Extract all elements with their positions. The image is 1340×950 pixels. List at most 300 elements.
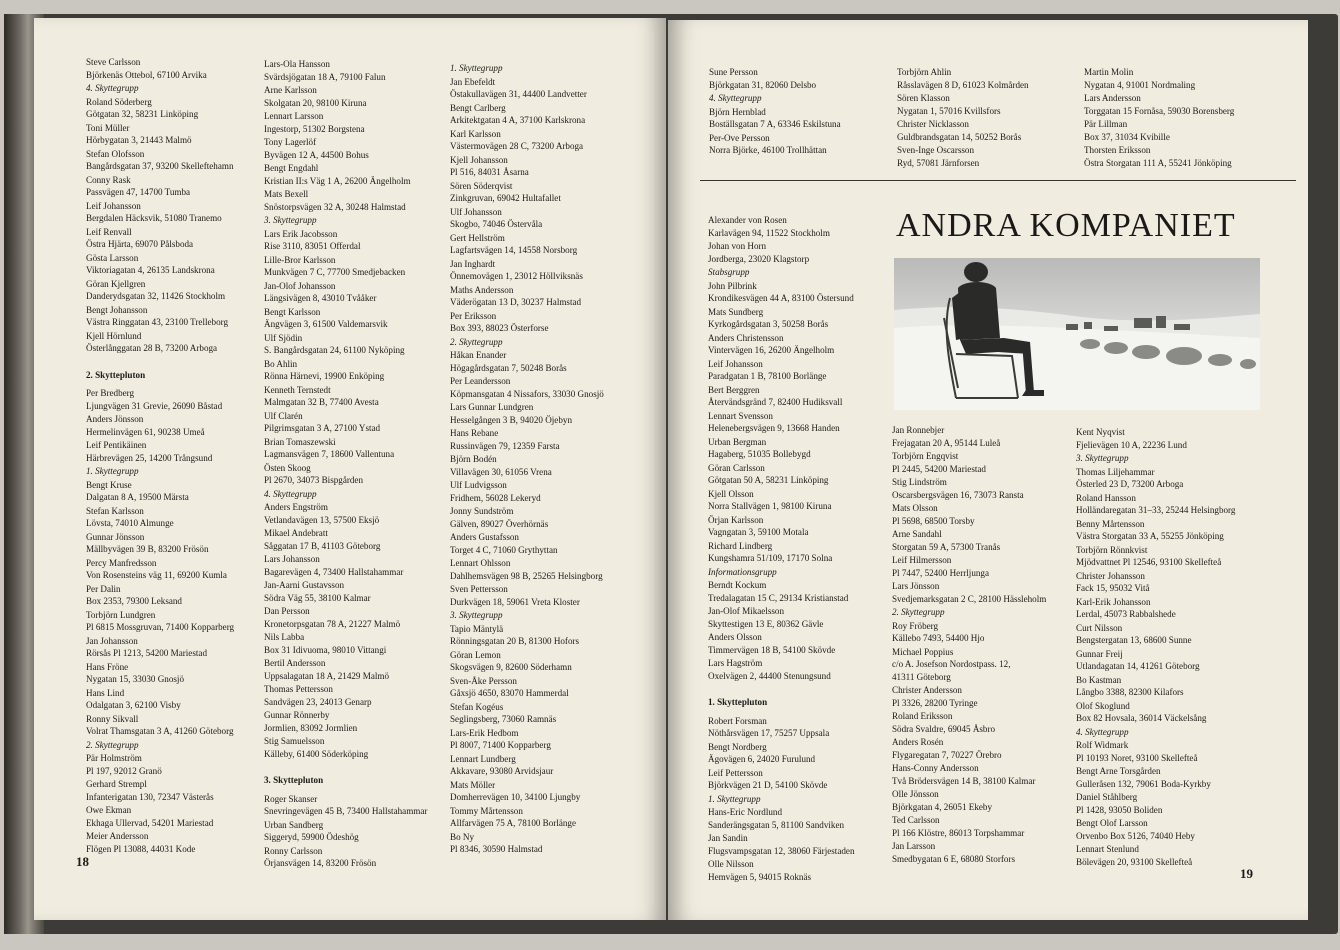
member-name: Arne Karlsson — [264, 85, 317, 95]
member-name: Nils Labba — [264, 632, 305, 642]
member-name: Karl Karlsson — [450, 128, 501, 139]
member-name: Percy Manfredsson — [86, 557, 157, 568]
member-name: Jan-Olof Johansson — [264, 280, 336, 291]
right-page — [668, 20, 1308, 920]
member-name: Bo Ny — [450, 831, 474, 842]
member-address: Sandvägen 23, 24013 Genarp — [264, 696, 372, 707]
roster-entry — [86, 304, 234, 329]
member-name: Maths Andersson — [450, 284, 514, 295]
member-address: Bangårdsgatan 37, 93200 Skelleftehamn — [86, 161, 234, 171]
squad-heading: 3. Skyttegrupp — [450, 610, 503, 620]
section-heading: ANDRA KOMPANIET — [896, 207, 1236, 244]
member-name: Leif Pentikäinen — [86, 440, 147, 450]
roster-entry — [86, 804, 234, 829]
member-address: Hagaberg, 51035 Bollebygd — [708, 449, 811, 459]
roster-entry — [892, 736, 1046, 761]
roster-entry — [450, 649, 604, 674]
roster-entry — [450, 557, 604, 582]
roster-entry — [450, 831, 604, 856]
member-name: Gert Hellström — [450, 232, 505, 243]
member-address: Pl 10193 Noret, 93100 Skellefteå — [1076, 752, 1198, 763]
member-address: Rönna Härnevi, 19900 Enköping — [264, 371, 385, 381]
member-address: Västra Ringgatan 43, 23100 Trelleborg — [86, 317, 229, 327]
member-address: c/o A. Josefson Nordostpass. 12, — [892, 659, 1011, 669]
member-name: Roger Skanser — [264, 793, 318, 804]
member-address: Utlandagatan 14, 41261 Göteborg — [1076, 661, 1200, 671]
member-address: Infanterigatan 130, 72347 Västerås — [86, 791, 214, 802]
member-name: Bengt Johansson — [86, 304, 148, 315]
member-name: Ulf Sjödin — [264, 332, 303, 343]
roster-entry — [86, 505, 234, 530]
roster-entry — [1076, 544, 1235, 569]
member-name: Lars-Ola Hansson — [264, 59, 330, 69]
roster-entry — [450, 284, 604, 309]
roster-entry — [897, 92, 1029, 117]
member-name: Stig Lindström — [892, 477, 947, 487]
member-name: Toni Müller — [86, 122, 130, 133]
roster-entry — [708, 462, 855, 487]
roster-entry — [709, 66, 841, 91]
member-address: Frejagatan 20 A, 95144 Luleå — [892, 437, 1001, 448]
squad-heading: 2. Skyttegrupp — [86, 739, 139, 750]
member-name: Per Eriksson — [450, 310, 497, 321]
roster-entry — [264, 280, 427, 305]
member-address-line2: 41311 Göteborg — [892, 671, 951, 682]
roster-entry — [892, 762, 1046, 787]
roster-entry — [86, 465, 234, 478]
member-name: Sune Persson — [709, 67, 758, 77]
member-address: Nygatan 1, 57016 Kvillsfors — [897, 105, 1001, 116]
member-address: Hemvägen 5, 94015 Roknäs — [708, 871, 812, 882]
right-column-3 — [1076, 426, 1235, 869]
member-name: Lennart Ohlsson — [450, 558, 511, 568]
member-address: Härbrevägen 25, 14200 Trångsund — [86, 452, 213, 463]
roster-entry — [450, 180, 604, 205]
roster-entry — [450, 805, 604, 830]
platoon-heading: 2. Skyttepluton — [86, 369, 146, 380]
roster-entry — [86, 148, 234, 173]
member-address: Önnemovägen 1, 23012 Höllviksnäs — [450, 271, 583, 281]
member-name: Tony Lagerlöf — [264, 137, 317, 147]
member-address: Kyrkogårdsgatan 3, 50258 Borås — [708, 319, 829, 329]
roster-entry — [450, 232, 604, 257]
member-name: Hans Rebane — [450, 428, 499, 438]
roster-entry — [708, 384, 855, 409]
roster-entry — [1076, 791, 1235, 816]
member-name: Rolf Widmark — [1076, 740, 1129, 750]
member-name: Kenneth Ternstedt — [264, 384, 331, 395]
member-name: Lennart Lundberg — [450, 753, 516, 764]
roster-entry — [450, 623, 604, 648]
roster-entry — [264, 605, 427, 630]
member-address: Box 2353, 79300 Leksand — [86, 596, 182, 606]
roster-entry — [708, 240, 855, 265]
member-address: Kronetorpsgatan 78 A, 21227 Malmö — [264, 618, 401, 629]
roster-entry — [1076, 739, 1235, 764]
left-column-1 — [86, 56, 234, 856]
member-address: Pl 166 Klöstre, 86013 Torpshammar — [892, 827, 1025, 838]
member-address: Ängvägen 3, 61500 Valdemarsvik — [264, 319, 388, 329]
member-name: Leif Hilmersson — [892, 555, 952, 565]
roster-entry — [1076, 492, 1235, 517]
photo-illustration — [894, 258, 1260, 410]
member-name: Lennart Svensson — [708, 410, 773, 421]
member-address: Bagarevägen 4, 73400 Hallstahammar — [264, 566, 404, 577]
member-name: Kjell Olsson — [708, 488, 754, 499]
member-address: Von Rosensteins väg 11, 69200 Kumla — [86, 570, 227, 580]
member-name: Hans Fröne — [86, 661, 129, 672]
member-address: Pl 8007, 71400 Kopparberg — [450, 740, 551, 750]
member-address: Flögen Pl 13088, 44031 Kode — [86, 843, 196, 854]
member-address: Ryd, 57081 Järnforsen — [897, 157, 980, 168]
roster-entry — [264, 214, 427, 227]
squad-heading: 2. Skyttegrupp — [892, 607, 945, 617]
member-address: Två Brödersvägen 14 B, 38100 Kalmar — [892, 775, 1036, 786]
squad-heading: 1. Skyttegrupp — [86, 466, 139, 476]
roster-entry — [892, 646, 1046, 684]
roster-entry — [708, 605, 855, 630]
squad-heading: Informationsgrupp — [708, 566, 777, 577]
roster-entry — [897, 66, 1029, 91]
roster-entry — [1076, 518, 1235, 543]
roster-entry — [708, 488, 855, 513]
member-address: Arkitektgatan 4 A, 37100 Karlskrona — [450, 115, 586, 125]
squad-heading: 4. Skyttegrupp — [709, 93, 762, 103]
roster-entry — [450, 753, 604, 778]
roster-entry — [264, 188, 427, 213]
member-address: Viktoriagatan 4, 26135 Landskrona — [86, 265, 215, 275]
member-name: Urban Sandberg — [264, 819, 324, 830]
member-address: Ljungvägen 31 Grevie, 26090 Båstad — [86, 400, 223, 411]
roster-entry — [450, 453, 604, 478]
member-address: Jordberga, 23020 Klagstorp — [708, 253, 810, 264]
member-name: Ulf Johansson — [450, 206, 502, 217]
member-address: Lagmansvägen 7, 18600 Vallentuna — [264, 449, 395, 459]
roster-entry — [264, 436, 427, 461]
roster-entry — [897, 144, 1029, 169]
member-address: Allfarvägen 75 A, 78100 Borlänge — [450, 818, 577, 828]
member-address: Pl 2670, 34073 Bispgården — [264, 475, 364, 485]
roster-entry — [1076, 596, 1235, 621]
roster-entry — [264, 709, 427, 734]
member-name: Mats Bexell — [264, 189, 309, 199]
member-address: Siggeryd, 59900 Ödeshög — [264, 832, 359, 842]
member-name: Jonny Sundström — [450, 506, 514, 516]
member-name: Brian Tomaszewski — [264, 436, 336, 447]
member-address: Fjelievägen 10 A, 22236 Lund — [1076, 439, 1187, 450]
member-address: Skolgatan 20, 98100 Kiruna — [264, 97, 367, 108]
roster-entry — [450, 701, 604, 726]
member-name: Jan Ronnebjer — [892, 425, 945, 435]
section-divider — [700, 180, 1296, 181]
member-address: Flugsvampsgatan 12, 38060 Färjestaden — [708, 845, 855, 856]
member-address: Hesselgången 3 B, 94020 Öjebyn — [450, 414, 572, 425]
member-name: Christer Nicklasson — [897, 119, 969, 129]
member-address: Krondikesvägen 44 A, 83100 Östersund — [708, 293, 854, 303]
roster-entry — [264, 657, 427, 682]
roster-entry — [708, 266, 855, 279]
roster-entry — [86, 830, 234, 855]
member-name: Lars Gunnar Lundgren — [450, 402, 534, 412]
member-address: Holländaregatan 31–33, 25244 Helsingborg — [1076, 505, 1236, 515]
member-name: Anders Rosén — [892, 737, 944, 747]
platoon-heading: 1. Skyttepluton — [708, 697, 768, 707]
roster-entry — [86, 557, 234, 582]
member-address: Gulleråsen 132, 79061 Boda-Kyrkby — [1076, 778, 1211, 789]
member-name: Gerhard Strempl — [86, 779, 147, 789]
right-top-column-3 — [1084, 66, 1234, 170]
roster-entry — [264, 501, 427, 526]
member-name: Jan-Aarni Gustavsson — [264, 580, 345, 590]
member-address: Box 82 Hovsala, 36014 Väckelsång — [1076, 713, 1207, 723]
member-name: Bengt Kruse — [86, 479, 132, 490]
member-address: Orvenbo Box 5126, 74040 Heby — [1076, 830, 1195, 841]
member-address: Södra Svaldre, 69045 Åsbro — [892, 723, 996, 734]
roster-entry — [708, 358, 855, 383]
roster-entry — [708, 540, 855, 565]
member-name: Torbjörn Rönnkvist — [1076, 544, 1148, 555]
roster-entry — [892, 620, 1046, 645]
roster-entry — [264, 488, 427, 501]
member-name: Roland Hansson — [1076, 492, 1136, 503]
member-address: Östra Storgatan 111 A, 55241 Jönköping — [1084, 157, 1232, 168]
member-address: Fridhem, 56028 Lekeryd — [450, 492, 541, 503]
member-address: Flygaregatan 7, 70227 Örebro — [892, 749, 1002, 760]
squad-heading: 4. Skyttegrupp — [86, 83, 139, 93]
member-name: Gunnar Freij — [1076, 648, 1123, 659]
member-address: Danderydsgatan 32, 11426 Stockholm — [86, 291, 226, 301]
left-column-3 — [450, 62, 604, 857]
member-address: Pl 516, 84031 Åsarna — [450, 167, 529, 177]
member-address: Jormlien, 83092 Jormlien — [264, 722, 358, 733]
member-name: Anders Gustafsson — [450, 532, 519, 542]
roster-entry — [892, 424, 1046, 449]
member-address: Storgatan 59 A, 57300 Tranås — [892, 541, 1001, 552]
roster-entry — [450, 531, 604, 556]
member-address: Uppsalagatan 18 A, 21429 Malmö — [264, 670, 390, 681]
squad-heading: 4. Skyttegrupp — [1076, 726, 1129, 737]
roster-entry — [892, 528, 1046, 553]
member-address: Östra Hjärta, 69070 Pålsboda — [86, 239, 194, 249]
member-address: Villavägen 30, 61056 Vrena — [450, 466, 552, 477]
member-name: Bengt Olof Larsson — [1076, 818, 1148, 828]
member-name: Lille-Bror Karlsson — [264, 254, 336, 265]
member-name: Pär Lillman — [1084, 119, 1128, 129]
roster-entry — [264, 384, 427, 409]
member-name: Lars Hagström — [708, 658, 763, 668]
member-name: Björn Hernblad — [709, 106, 766, 117]
roster-entry — [892, 450, 1046, 475]
roster-entry — [708, 214, 855, 239]
member-address: Durkvägen 18, 59061 Vreta Kloster — [450, 596, 580, 607]
member-name: Christer Johansson — [1076, 570, 1145, 581]
member-name: Per-Ove Persson — [709, 132, 770, 143]
member-name: Sven-Åke Persson — [450, 675, 517, 686]
member-name: Alexander von Rosen — [708, 215, 787, 225]
roster-entry — [264, 774, 427, 787]
roster-entry — [264, 254, 427, 279]
member-address: Zinkgruvan, 69042 Hultafallet — [450, 193, 561, 203]
roster-entry — [1076, 700, 1235, 725]
member-name: Olof Skoglund — [1076, 700, 1130, 711]
member-name: Per Bredberg — [86, 388, 135, 398]
roster-entry — [264, 631, 427, 656]
member-address: Odalgatan 3, 62100 Visby — [86, 700, 181, 710]
member-name: Daniel Ståhlberg — [1076, 792, 1138, 802]
member-address: Björkenäs Ottebol, 67100 Arvika — [86, 69, 207, 80]
member-name: Richard Lindberg — [708, 540, 773, 551]
member-name: Torbjörn Ahlin — [897, 67, 952, 77]
member-address: Skyttestigen 13 E, 80362 Gävle — [708, 618, 824, 629]
member-address: Box 31 Idivuoma, 98010 Vittangi — [264, 644, 387, 655]
roster-entry — [708, 793, 855, 806]
roster-entry — [264, 84, 427, 109]
roster-entry — [708, 566, 855, 579]
roster-entry — [86, 96, 234, 121]
member-address: Råsslavägen 8 D, 61023 Kolmården — [897, 79, 1029, 90]
member-name: Meier Andersson — [86, 831, 149, 841]
member-name: Thomas Pettersson — [264, 684, 333, 694]
member-address: Bölevägen 20, 93100 Skellefteå — [1076, 856, 1193, 867]
roster-entry — [450, 336, 604, 349]
member-address: Helenebergsvägen 9, 13668 Handen — [708, 423, 840, 433]
member-name: Mikael Andebratt — [264, 528, 328, 538]
member-name: Bert Berggren — [708, 384, 760, 395]
squad-heading: 1. Skyttegrupp — [708, 793, 761, 804]
roster-entry — [264, 553, 427, 578]
member-name: Kent Nyqvist — [1076, 427, 1125, 437]
member-address: Pl 197, 92012 Granö — [86, 765, 162, 776]
member-address: Karlavägen 94, 11522 Stockholm — [708, 227, 830, 238]
member-address: Skogsvägen 9, 82600 Söderhamn — [450, 662, 572, 672]
member-name: Johan von Horn — [708, 241, 767, 251]
member-address: Guldbrandsgatan 14, 50252 Borås — [897, 131, 1022, 142]
roster-entry — [708, 832, 855, 857]
roster-entry — [86, 583, 234, 608]
squad-heading: Stabsgrupp — [708, 267, 750, 277]
roster-entry — [264, 332, 427, 357]
member-address: Akkavare, 93080 Arvidsjaur — [450, 766, 554, 776]
member-name: Ulf Clarén — [264, 410, 303, 421]
member-name: Göran Carlsson — [708, 462, 765, 473]
member-name: Tommy Mårtensson — [450, 805, 523, 816]
member-name: Leif Johansson — [708, 358, 763, 369]
roster-entry — [1076, 843, 1235, 868]
member-name: Anders Christensson — [708, 332, 784, 343]
roster-entry — [86, 56, 234, 81]
member-address: Björkgatan 4, 26051 Ekeby — [892, 801, 993, 812]
roster-entry — [86, 739, 234, 752]
member-name: Gösta Larsson — [86, 252, 139, 263]
member-address: Längsivägen 8, 43010 Tvååker — [264, 293, 377, 303]
member-name: Hans-Conny Andersson — [892, 763, 979, 773]
roster-entry — [264, 358, 427, 383]
roster-entry — [892, 606, 1046, 619]
roster-entry — [1084, 66, 1234, 91]
member-address: Box 37, 31034 Kvibille — [1084, 131, 1170, 142]
member-name: Torbjörn Lundgren — [86, 609, 156, 620]
member-address: Pl 6815 Mossgruvan, 71400 Kopparberg — [86, 622, 235, 632]
member-name: Roland Eriksson — [892, 711, 953, 721]
member-name: Anders Jönsson — [86, 414, 144, 424]
member-address: Norra Stallvägen 1, 98100 Kiruna — [708, 501, 832, 511]
member-name: Bo Kastman — [1076, 674, 1122, 685]
roster-entry — [450, 76, 604, 101]
member-address: Norra Björke, 46100 Trollhättan — [709, 145, 827, 155]
member-name: Jan Inghardt — [450, 258, 496, 269]
member-address: S. Bangårdsgatan 24, 61100 Nyköping — [264, 345, 405, 355]
roster-entry — [892, 554, 1046, 579]
member-address: Högagårdsgatan 7, 50248 Borås — [450, 362, 567, 373]
roster-entry — [708, 696, 855, 709]
roster-entry — [450, 479, 604, 504]
roster-entry — [892, 684, 1046, 709]
roster-entry — [264, 306, 427, 331]
page-number-left: 18 — [76, 854, 89, 869]
member-name: Leif Pettersson — [708, 767, 763, 778]
roster-entry — [86, 226, 234, 251]
member-name: Michael Poppius — [892, 646, 954, 657]
member-name: Berndt Kockum — [708, 580, 767, 590]
member-address: Vetlandavägen 13, 57500 Eksjö — [264, 514, 380, 525]
roster-entry — [86, 479, 234, 504]
member-name: Arne Sandahl — [892, 529, 942, 539]
member-address: Örjansvägen 14, 83200 Frösön — [264, 858, 377, 868]
roster-entry — [1084, 144, 1234, 169]
member-address: Nygatan 4, 91001 Nordmaling — [1084, 79, 1196, 90]
member-address: Pl 2445, 54200 Mariestad — [892, 463, 986, 474]
member-address: Vintervägen 16, 26200 Ängelholm — [708, 345, 835, 355]
member-address: Köpmansgatan 4 Nissafors, 33030 Gnosjö — [450, 388, 604, 399]
member-name: Lennart Stenlund — [1076, 844, 1139, 854]
roster-entry — [709, 106, 841, 131]
roster-entry — [450, 609, 604, 622]
roster-entry — [86, 531, 234, 556]
squad-heading: 3. Skyttegrupp — [1076, 453, 1129, 463]
member-address: Smedbygatan 6 E, 68080 Storfors — [892, 853, 1016, 864]
member-name: Stefan Karlsson — [86, 505, 144, 516]
roster-entry — [264, 410, 427, 435]
member-address: Pl 1428, 93050 Boliden — [1076, 804, 1163, 815]
member-address: Lövsta, 74010 Almunge — [86, 518, 174, 528]
member-address: Vagngatan 3, 59100 Motala — [708, 527, 809, 537]
member-name: Mats Sundberg — [708, 306, 764, 317]
member-address: Sanderängsgatan 5, 81100 Sandviken — [708, 819, 845, 830]
member-address: Malmgatan 32 B, 77400 Avesta — [264, 397, 379, 407]
roster-entry — [450, 583, 604, 608]
roster-entry — [450, 206, 604, 231]
member-address: Österled 23 D, 73200 Arboga — [1076, 479, 1184, 489]
member-address: Russinvägen 79, 12359 Farsta — [450, 440, 560, 451]
member-name: Kjell Hörnlund — [86, 330, 142, 341]
member-address: Torggatan 15 Fornåsa, 59030 Borensberg — [1084, 105, 1235, 116]
roster-entry — [1076, 452, 1235, 465]
member-address: Lagfartsvägen 14, 14558 Norsborg — [450, 245, 578, 255]
member-name: Jan Larsson — [892, 841, 936, 851]
roster-entry — [708, 306, 855, 331]
member-address: Rörsås Pl 1213, 54200 Mariestad — [86, 648, 207, 658]
platoon-heading: 3. Skyttepluton — [264, 775, 324, 785]
member-address: Hermelinvägen 61, 90238 Umeå — [86, 426, 205, 437]
member-address: Gåxsjö 4650, 83070 Hammerdal — [450, 688, 569, 698]
roster-entry — [708, 767, 855, 792]
squad-heading: 2. Skyttegrupp — [450, 336, 503, 347]
roster-entry — [450, 258, 604, 283]
roster-entry — [264, 793, 427, 818]
member-name: Anders Olsson — [708, 632, 762, 642]
roster-entry — [892, 580, 1046, 605]
roster-entry — [86, 413, 234, 438]
